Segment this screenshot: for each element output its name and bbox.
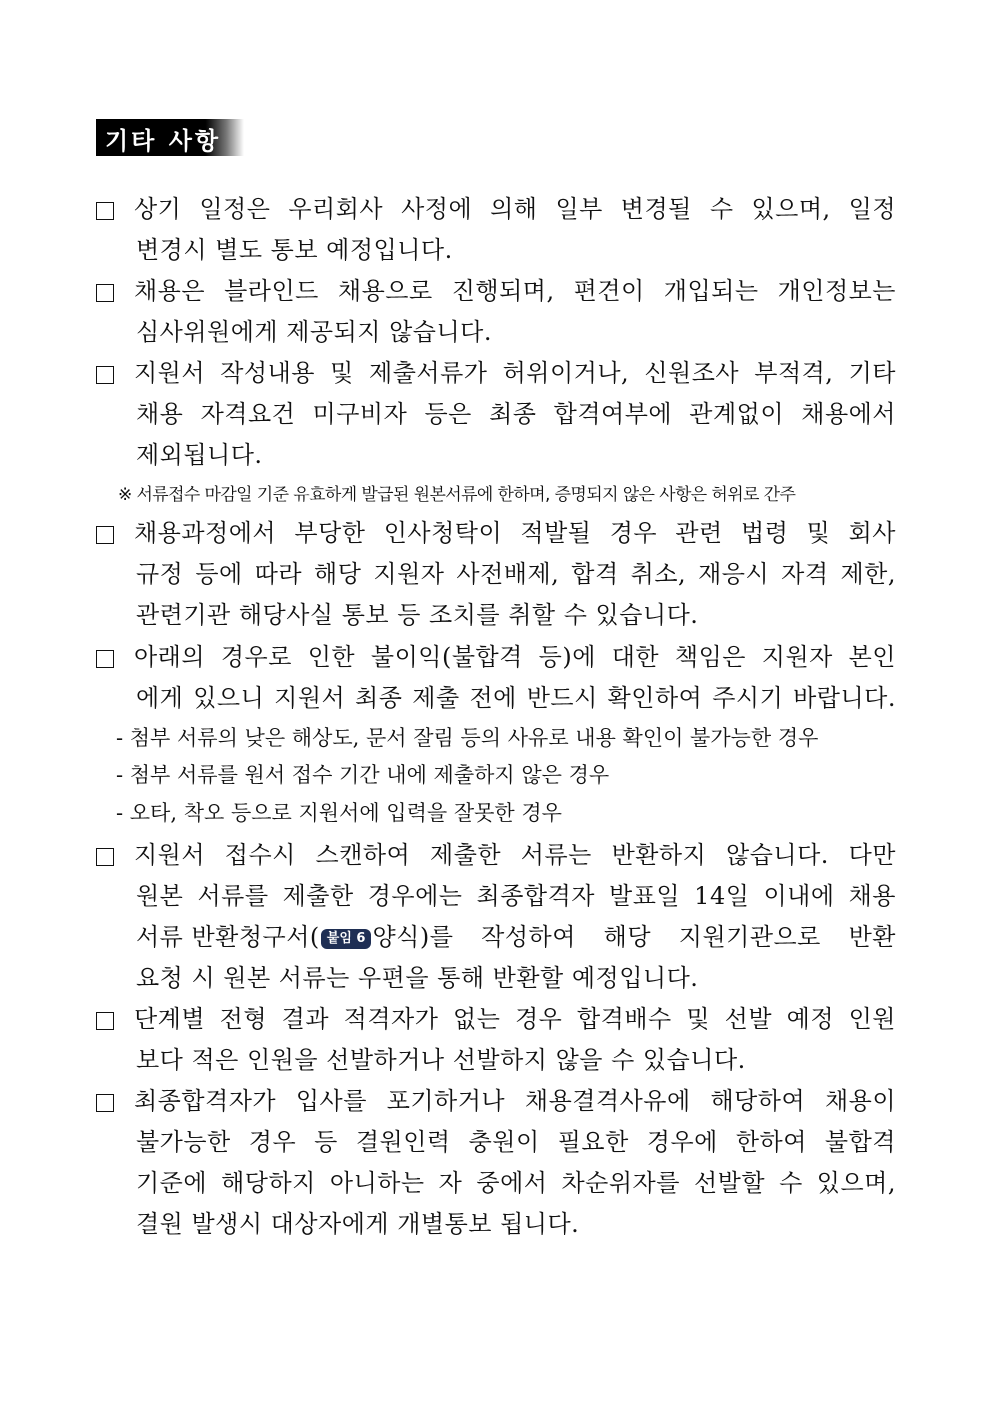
item-line: 심사위원에게 제공되지 않습니다.	[136, 318, 492, 346]
item-line: 채용은 블라인드 채용으로 진행되며, 편견이 개입되는 개인정보는	[134, 277, 896, 305]
item-line-part: 양식)를 작성하여 해당 지원기관으로 반환	[372, 923, 896, 951]
item-line: 채용과정에서 부당한 인사청탁이 적발될 경우 관련 법령 및 회사	[134, 519, 896, 547]
item-line: 변경시 별도 통보 예정입니다.	[136, 236, 453, 264]
item-line: 최종합격자가 입사를 포기하거나 채용결격사유에 해당하여 채용이	[134, 1087, 896, 1115]
item-line	[136, 922, 896, 952]
item-line: 원본 서류를 제출한 경우에는 최종합격자 발표일 14일 이내에 채용	[136, 882, 896, 910]
sub-item: - 오타, 착오 등으로 지원서에 입력을 잘못한 경우	[116, 801, 562, 825]
checkbox-icon	[96, 848, 114, 866]
section-title-text: 기타 사항	[105, 127, 222, 155]
item-line: 관련기관 해당사실 통보 등 조치를 취할 수 있습니다.	[136, 601, 699, 629]
checkbox-icon	[96, 650, 114, 668]
item-line: 불가능한 경우 등 결원인력 충원이 필요한 경우에 한하여 불합격	[136, 1128, 896, 1156]
item-line: 에게 있으니 지원서 최종 제출 전에 반드시 확인하여 주시기 바랍니다.	[136, 684, 896, 712]
item-line: 채용 자격요건 미구비자 등은 최종 합격여부에 관계없이 채용에서	[136, 400, 896, 428]
item-line: 기준에 해당하지 아니하는 자 중에서 차순위자를 선발할 수 있으며,	[136, 1169, 896, 1197]
item-line: 제외됩니다.	[136, 441, 263, 469]
item-line: 지원서 작성내용 및 제출서류가 허위이거나, 신원조사 부적격, 기타	[134, 359, 896, 387]
checkbox-icon	[96, 1094, 114, 1112]
sub-item: - 첨부 서류를 원서 접수 기간 내에 제출하지 않은 경우	[116, 763, 610, 787]
checkbox-icon	[96, 366, 114, 384]
item-line: 지원서 접수시 스캔하여 제출한 서류는 반환하지 않습니다. 다만	[134, 841, 896, 869]
note-text: ※ 서류접수 마감일 기준 유효하게 발급된 원본서류에 한하며, 증명되지 않은 사항은 허위로 간주	[118, 485, 796, 505]
item-line: 규정 등에 따라 해당 지원자 사전배제, 합격 취소, 재응시 자격 제한,	[136, 560, 896, 588]
sub-item: - 첨부 서류의 낮은 해상도, 문서 잘림 등의 사유로 내용 확인이 불가능한 경우	[116, 726, 819, 750]
item-line: 보다 적은 인원을 선발하거나 선발하지 않을 수 있습니다.	[136, 1046, 746, 1074]
item-line: 아래의 경우로 인한 불이익(불합격 등)에 대한 책임은 지원자 본인	[134, 643, 896, 671]
item-line-part: 서류 반환청구서(	[136, 923, 320, 951]
section-title	[96, 119, 244, 156]
attachment-tag: 붙임 6	[321, 929, 372, 949]
item-line: 요청 시 원본 서류는 우편을 통해 반환할 예정입니다.	[136, 964, 699, 992]
checkbox-icon	[96, 1012, 114, 1030]
checkbox-icon	[96, 526, 114, 544]
item-line: 결원 발생시 대상자에게 개별통보 됩니다.	[136, 1210, 580, 1238]
checkbox-icon	[96, 202, 114, 220]
checkbox-icon	[96, 284, 114, 302]
item-line: 상기 일정은 우리회사 사정에 의해 일부 변경될 수 있으며, 일정	[134, 195, 896, 223]
item-line: 단계별 전형 결과 적격자가 없는 경우 합격배수 및 선발 예정 인원	[134, 1005, 896, 1033]
